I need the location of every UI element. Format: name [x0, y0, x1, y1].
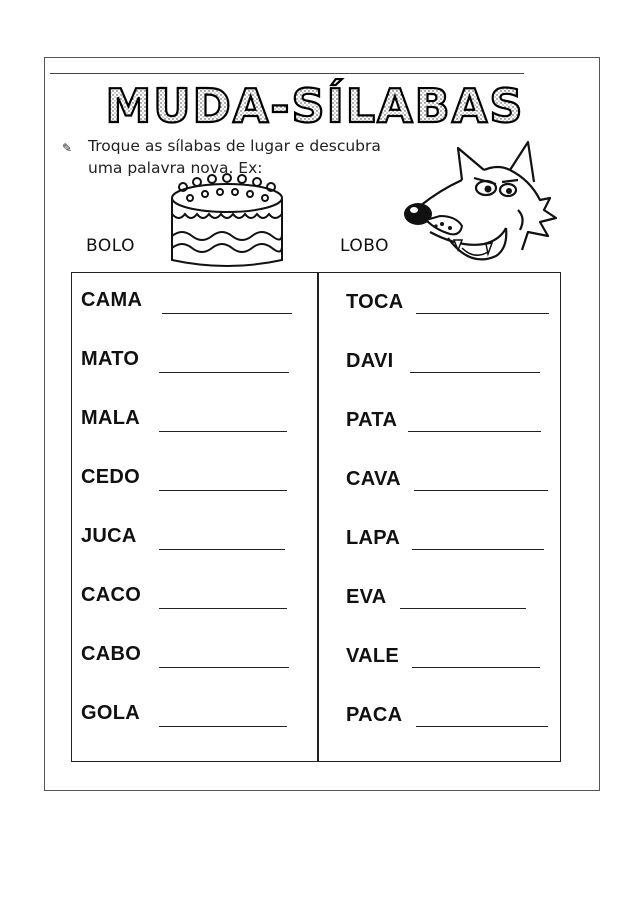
left-word: GOLA [81, 702, 140, 724]
wolf-icon [400, 140, 562, 275]
cake-icon [165, 170, 295, 270]
right-answer-blank[interactable] [416, 726, 548, 727]
right-answer-blank[interactable] [412, 549, 544, 550]
title-outline-text [100, 78, 530, 132]
left-word: CAMA [81, 289, 143, 311]
right-word: DAVI [346, 350, 394, 372]
right-word: PACA [346, 704, 403, 726]
right-answer-blank[interactable] [416, 313, 549, 314]
example-original-word: BOLO [86, 236, 135, 256]
left-answer-blank[interactable] [159, 490, 287, 491]
left-answer-blank[interactable] [159, 372, 289, 373]
right-word: PATA [346, 409, 398, 431]
left-answer-blank[interactable] [159, 726, 287, 727]
instruction-line-1: Troque as sílabas de lugar e descubra [88, 137, 381, 155]
left-answer-blank[interactable] [159, 608, 287, 609]
right-word: TOCA [346, 291, 404, 313]
pencil-icon: ✎ [62, 141, 73, 155]
left-answer-blank[interactable] [162, 313, 292, 314]
left-word: MALA [81, 407, 140, 429]
example-swapped-word: LOBO [340, 236, 389, 256]
left-word: CABO [81, 643, 142, 665]
left-answer-blank[interactable] [159, 431, 287, 432]
right-word: EVA [346, 586, 387, 608]
right-answer-blank[interactable] [408, 431, 541, 432]
left-answer-blank[interactable] [159, 667, 289, 668]
top-rule [50, 73, 524, 74]
title-text: MUDA-SÍLABAS [105, 79, 525, 132]
word-table [71, 272, 561, 762]
left-word: CACO [81, 584, 142, 606]
right-answer-blank[interactable] [412, 667, 540, 668]
right-word: CAVA [346, 468, 401, 490]
left-word: JUCA [81, 525, 137, 547]
left-word: CEDO [81, 466, 140, 488]
column-divider [317, 273, 319, 761]
right-answer-blank[interactable] [414, 490, 548, 491]
left-word: MATO [81, 348, 140, 370]
right-answer-blank[interactable] [400, 608, 526, 609]
right-answer-blank[interactable] [410, 372, 540, 373]
instruction-line-2: uma palavra nova. Ex: [88, 159, 263, 177]
right-word: LAPA [346, 527, 401, 549]
right-word: VALE [346, 645, 400, 667]
page-title [100, 78, 530, 132]
left-answer-blank[interactable] [159, 549, 285, 550]
